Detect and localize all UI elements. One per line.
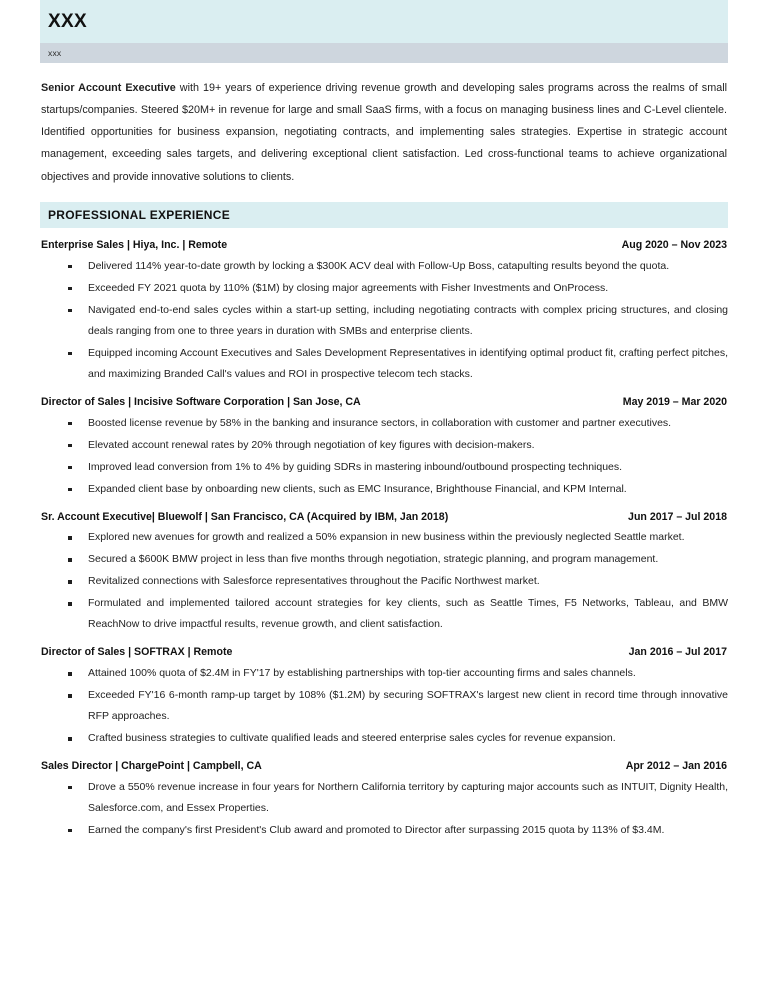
candidate-name: XXX	[48, 11, 87, 32]
contact-header-band	[40, 43, 728, 63]
job-bullet: Crafted business strategies to cultivate qualified leads and steered enterprise sales cycles for revenue expansion.	[40, 728, 728, 749]
job-bullet: Revitalized connections with Salesforce representatives throughout the Pacific Northwest market.	[40, 571, 728, 592]
job-bullet: Navigated end-to-end sales cycles within a start-up setting, including negotiating contracts with complex pricing structures, and closing deals ranging from one to three years in duration with SMBs and enterprise clients.	[40, 300, 728, 342]
job-bullet: Equipped incoming Account Executives and Sales Development Representatives in identifying optimal product fit, crafting perfect pitches, and maximizing Branded Call's values and ROI in prospective telecom tech stacks.	[40, 343, 728, 385]
section-header-band	[40, 202, 728, 228]
job-dates: Jan 2016 – Jul 2017	[628, 646, 727, 659]
job-header	[40, 760, 728, 774]
job-entry	[40, 511, 728, 636]
job-dates: Jun 2017 – Jul 2018	[628, 510, 727, 523]
job-bullet-list	[40, 777, 728, 841]
job-title: Sales Director | ChargePoint | Campbell, CA	[41, 760, 262, 773]
job-bullet-list	[40, 256, 728, 385]
resume-sections	[40, 202, 728, 841]
job-bullet: Improved lead conversion from 1% to 4% by guiding SDRs in mastering inbound/outbound prospecting techniques.	[40, 457, 728, 478]
job-bullet-list	[40, 527, 728, 635]
job-title: Enterprise Sales | Hiya, Inc. | Remote	[41, 239, 228, 252]
job-bullet: Delivered 114% year-to-date growth by locking a $300K ACV deal with Follow-Up Boss, catapulting results beyond the quota.	[40, 256, 728, 277]
job-bullet: Formulated and implemented tailored account strategies for key clients, such as Seattle Times, F5 Networks, Tableau, and BMW ReachNow to drive impactful results, revenue growth, and client satisfaction.	[40, 593, 728, 635]
professional-summary	[40, 77, 728, 188]
job-header	[40, 511, 728, 525]
job-bullet: Elevated account renewal rates by 20% through negotiation of key figures with decision-makers.	[40, 435, 728, 456]
resume-content	[40, 0, 728, 841]
job-entry	[40, 760, 728, 841]
job-header	[40, 396, 728, 410]
job-bullet-list	[40, 413, 728, 500]
name-header-band	[40, 0, 728, 43]
job-title: Sr. Account Executive| Bluewolf | San Francisco, CA (Acquired by IBM, Jan 2018)	[41, 510, 449, 523]
job-bullet: Attained 100% quota of $2.4M in FY'17 by establishing partnerships with top-tier accounting firms and sales channels.	[40, 663, 728, 684]
job-bullet: Explored new avenues for growth and realized a 50% expansion in new business within the previously neglected Seattle market.	[40, 527, 728, 548]
job-header	[40, 646, 728, 660]
job-dates: May 2019 – Mar 2020	[622, 395, 727, 408]
job-bullet: Exceeded FY'16 6-month ramp-up target by 108% ($1.2M) by securing SOFTRAX's largest new client in record time through innovative RFP approaches.	[40, 685, 728, 727]
job-bullet: Secured a $600K BMW project in less than five months through negotiation, strategic planning, and program management.	[40, 549, 728, 570]
summary-body: with 19+ years of experience driving revenue growth and developing sales programs across the realms of small startups/companies. Steered $20M+ in revenue for large and small SaaS firms, with a focus on managing business lines and C-Level clientele. Identified opportunities for business expansion, negotiating contracts, and implementing sales strategies. Expertise in strategic account management, exceeding sales targets, and delivering exceptional client satisfaction. Led cross-functional teams to achieve organizational objectives and provide innovative solutions to clients.	[41, 82, 727, 183]
job-header	[40, 239, 728, 253]
job-entry	[40, 646, 728, 749]
job-title: Director of Sales | Incisive Software Corporation | San Jose, CA	[41, 395, 361, 408]
job-bullet: Exceeded FY 2021 quota by 110% ($1M) by closing major agreements with Fisher Investments and OnProcess.	[40, 278, 728, 299]
section-title: PROFESSIONAL EXPERIENCE	[48, 207, 231, 222]
summary-lead-title: Senior Account Executive	[41, 82, 176, 95]
job-bullet: Drove a 550% revenue increase in four years for Northern California territory by capturing major accounts such as INTUIT, Dignity Health, Salesforce.com, and Essex Properties.	[40, 777, 728, 819]
job-entry	[40, 396, 728, 500]
contact-info: xxx	[48, 47, 62, 58]
job-bullet: Expanded client base by onboarding new clients, such as EMC Insurance, Brighthouse Financial, and KPM Internal.	[40, 479, 728, 500]
job-bullet: Boosted license revenue by 58% in the banking and insurance sectors, in collaboration with customer and partner executives.	[40, 413, 728, 434]
job-title: Director of Sales | SOFTRAX | Remote	[41, 646, 233, 659]
job-bullet: Earned the company's first President's Club award and promoted to Director after surpassing 2015 quota by 113% of $3.4M.	[40, 820, 728, 841]
job-bullet-list	[40, 663, 728, 749]
job-dates: Apr 2012 – Jan 2016	[625, 760, 727, 773]
job-entry	[40, 239, 728, 385]
job-dates: Aug 2020 – Nov 2023	[621, 239, 727, 252]
